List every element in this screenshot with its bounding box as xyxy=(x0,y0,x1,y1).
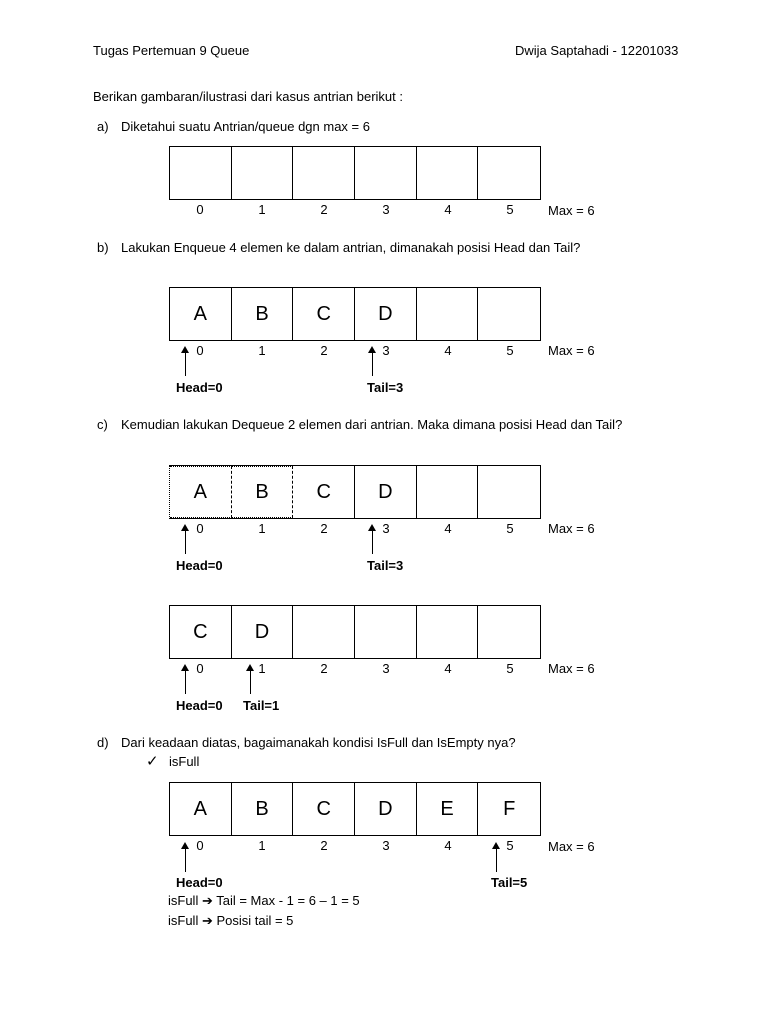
queue-index: 2 xyxy=(320,202,328,217)
queue-index: 2 xyxy=(320,838,328,853)
queue-index: 5 xyxy=(506,202,514,217)
queue-index: 1 xyxy=(258,661,266,676)
queue-index: 0 xyxy=(196,202,204,217)
queue-cell xyxy=(478,288,540,340)
queue-index: 4 xyxy=(444,521,452,536)
header-left: Tugas Pertemuan 9 Queue xyxy=(93,43,250,58)
queue-index: 2 xyxy=(320,521,328,536)
queue-index: 5 xyxy=(506,838,514,853)
head-label: Head=0 xyxy=(176,380,223,395)
check-icon: ✓ xyxy=(146,753,159,770)
queue-index: 1 xyxy=(258,343,266,358)
section-b-marker: b) xyxy=(97,240,109,255)
head-label: Head=0 xyxy=(176,558,223,573)
queue-cell xyxy=(355,147,417,199)
queue-index: 3 xyxy=(382,343,390,358)
section-a-marker: a) xyxy=(97,119,109,134)
queue-cell xyxy=(170,147,232,199)
queue-cell: D xyxy=(355,288,417,340)
section-a-text: Diketahui suatu Antrian/queue dgn max = 6 xyxy=(121,119,370,134)
tail-label: Tail=3 xyxy=(367,380,404,395)
queue-cell xyxy=(478,606,540,658)
queue-index: 1 xyxy=(258,521,266,536)
max-label: Max = 6 xyxy=(548,203,595,218)
queue-cell xyxy=(417,606,479,658)
intro-text: Berikan gambaran/ilustrasi dari kasus antrian berikut : xyxy=(93,89,403,104)
isfull-tail-position: isFull ➔ Posisi tail = 5 xyxy=(168,913,294,928)
queue-cell xyxy=(232,147,294,199)
queue-cell xyxy=(417,466,479,518)
max-label: Max = 6 xyxy=(548,343,595,358)
header-right: Dwija Saptahadi - 12201033 xyxy=(515,43,679,58)
queue-cell: C xyxy=(170,606,232,658)
queue-index: 5 xyxy=(506,661,514,676)
queue-cell: E xyxy=(417,783,479,835)
section-b-text: Lakukan Enqueue 4 elemen ke dalam antrian, dimanakah posisi Head dan Tail? xyxy=(121,240,581,255)
max-label: Max = 6 xyxy=(548,839,595,854)
queue-index: 4 xyxy=(444,661,452,676)
queue-cell: D xyxy=(355,466,417,518)
queue-index: 0 xyxy=(196,521,204,536)
queue-d xyxy=(169,782,541,836)
queue-cell: A xyxy=(170,288,232,340)
queue-index: 5 xyxy=(506,521,514,536)
head-label: Head=0 xyxy=(176,698,223,713)
queue-index: 1 xyxy=(258,202,266,217)
queue-index: 3 xyxy=(382,202,390,217)
queue-index: 1 xyxy=(258,838,266,853)
queue-cell: B xyxy=(232,783,294,835)
queue-cell xyxy=(417,288,479,340)
queue-cell xyxy=(478,147,540,199)
queue-cell xyxy=(417,147,479,199)
queue-cell xyxy=(293,147,355,199)
queue-cell: F xyxy=(503,797,516,820)
queue-c1 xyxy=(169,465,541,519)
queue-cell: A xyxy=(170,466,232,518)
queue-cell: C xyxy=(293,288,355,340)
queue-cell: B xyxy=(232,288,294,340)
queue-cell: D xyxy=(355,783,417,835)
queue-b xyxy=(169,287,541,341)
queue-cell xyxy=(478,466,540,518)
queue-index: 0 xyxy=(196,661,204,676)
section-c-text: Kemudian lakukan Dequeue 2 elemen dari antrian. Maka dimana posisi Head dan Tail? xyxy=(121,417,623,432)
queue-cell: C xyxy=(293,466,355,518)
queue-index: 0 xyxy=(196,838,204,853)
check-label: isFull xyxy=(169,754,200,769)
section-d-text: Dari keadaan diatas, bagaimanakah kondisi IsFull dan IsEmpty nya? xyxy=(121,735,516,750)
section-d-marker: d) xyxy=(97,735,109,750)
queue-cell: B xyxy=(232,466,294,518)
isfull-formula: isFull ➔ Tail = Max - 1 = 6 – 1 = 5 xyxy=(168,893,360,908)
queue-index: 4 xyxy=(444,343,452,358)
tail-label: Tail=3 xyxy=(367,558,404,573)
queue-index: 3 xyxy=(382,521,390,536)
queue-cell: A xyxy=(170,783,232,835)
queue-cell: D xyxy=(232,606,294,658)
queue-index: 0 xyxy=(196,343,204,358)
queue-index: 4 xyxy=(444,202,452,217)
tail-label: Tail=1 xyxy=(243,698,280,713)
queue-a xyxy=(169,146,541,200)
tail-label: Tail=5 xyxy=(491,875,528,890)
queue-cell: C xyxy=(293,783,355,835)
head-label: Head=0 xyxy=(176,875,223,890)
max-label: Max = 6 xyxy=(548,661,595,676)
queue-index: 3 xyxy=(382,661,390,676)
queue-index: 5 xyxy=(506,343,514,358)
queue-index: 4 xyxy=(444,838,452,853)
queue-index: 3 xyxy=(382,838,390,853)
max-label: Max = 6 xyxy=(548,521,595,536)
queue-index: 2 xyxy=(320,343,328,358)
queue-index: 2 xyxy=(320,661,328,676)
queue-cell xyxy=(355,606,417,658)
queue-c2 xyxy=(169,605,541,659)
queue-cell xyxy=(293,606,355,658)
section-c-marker: c) xyxy=(97,417,108,432)
